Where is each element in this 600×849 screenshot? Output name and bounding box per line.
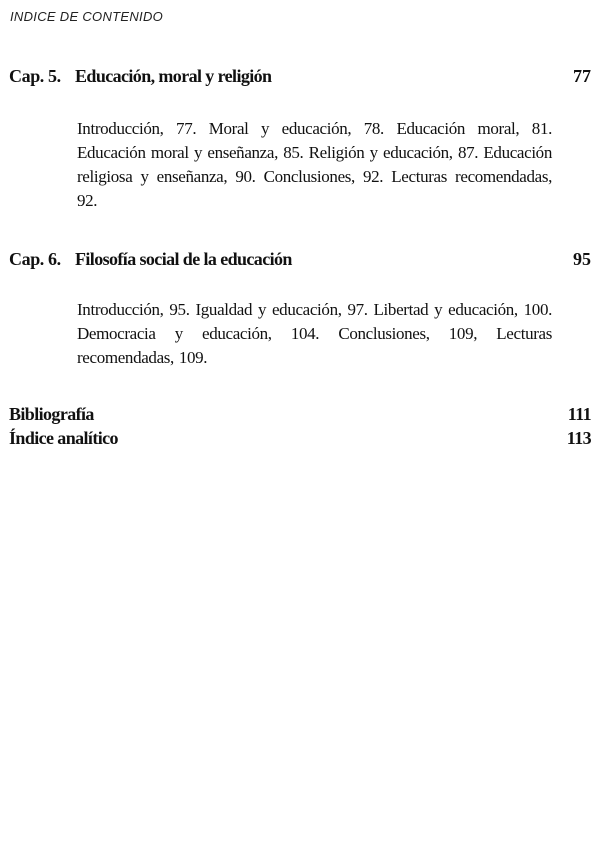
chapter-title: Educación, moral y religión — [75, 66, 272, 86]
entry-label: Índice analítico — [9, 428, 118, 448]
toc-entry-chapter-6 — [9, 249, 591, 273]
chapter-number: Cap. 6. — [9, 249, 61, 269]
running-header: INDICE DE CONTENIDO — [10, 9, 164, 24]
toc-entry-bibliography — [9, 404, 591, 426]
chapter-5-summary: Introducción, 77. Moral y educación, 78. Educación moral, 81. Educación moral y enseñanza, 85. Religión y educación, 87. Educación religiosa y enseñanza, 90. Conclusiones, 92. Lecturas recomendadas, 92. — [77, 119, 552, 210]
chapter-title: Filosofía social de la educación — [75, 249, 292, 269]
entry-page-number: 111 — [567, 404, 591, 424]
entry-label: Bibliografía — [9, 404, 94, 424]
chapter-page-number: 77 — [573, 66, 591, 86]
chapter-page-number: 95 — [573, 249, 591, 269]
entry-page-number: 113 — [566, 428, 591, 448]
chapter-6-summary: Introducción, 95. Igualdad y educación, 97. Libertad y educación, 100. Democracia y educación, 104. Conclusiones, 109, Lecturas recomendadas, 109. — [77, 300, 552, 367]
chapter-number: Cap. 5. — [9, 66, 61, 86]
toc-entry-index — [9, 428, 591, 450]
toc-entry-chapter-5 — [9, 66, 591, 90]
